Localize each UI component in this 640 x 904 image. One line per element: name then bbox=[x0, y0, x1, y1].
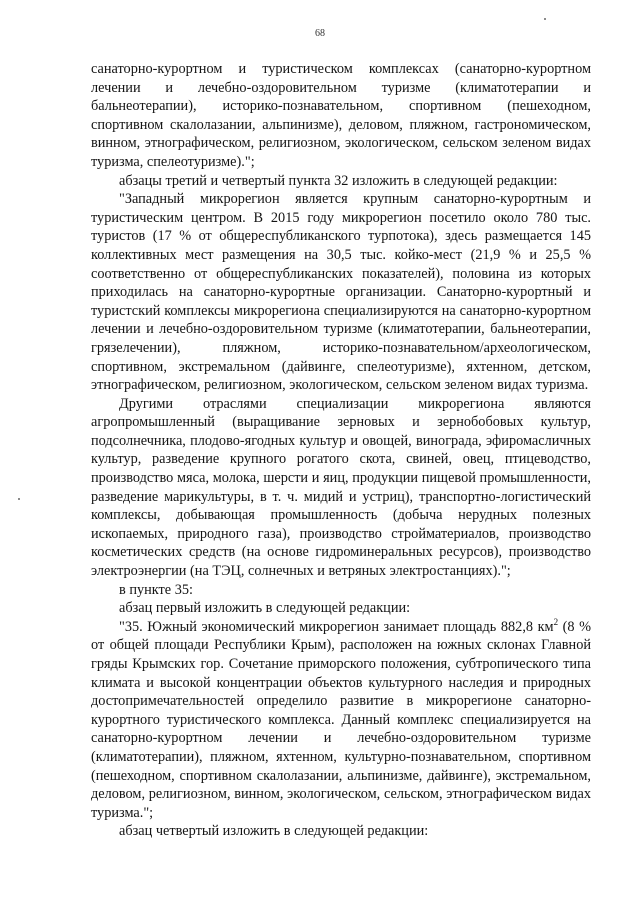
scan-speck bbox=[18, 498, 20, 500]
paragraph-point-35: в пункте 35: bbox=[119, 581, 193, 598]
page-number: 68 bbox=[315, 28, 325, 39]
southern-text-after: (8 % от общей площади Республики Крым), расположен на южных склонах Главной гряды Крымских гор. Сочетание приморского положения, субтропического типа климата и высокой концентрации объектов культурного наследия и природных достопримечательностей определило развитие в микрорегионе санаторно-курортного туристического комплекса. Данный комплекс специализируется на санаторно-курортном лечении и лечебно-оздоровительном туризме (климатотерапии), пляжном, яхтенном, культурно-познавательном, спортивном (пешеходном, спортивном скалолазании, альпинизме, дайвинге), экстремальном, деловом, религиозном, винном, экологическом, сельском, этнографическом видах туризма."; bbox=[91, 618, 592, 821]
paragraph-continuation: санаторно-курортном и туристическом комплексах (санаторно-курортном лечении и лечебно-оздоровительном туризме (климатотерапии и бальнеотерапии), историко-познавательном, спортивном (пешеходном, спортивном скалолазании, альпинизме), деловом, пляжном, гастрономическом, винном, этнографическом, религиозном, экологическом, сельском зеленом видах туризма, спелеотуризме)."; bbox=[91, 61, 591, 170]
paragraph-first-amendment: абзац первый изложить в следующей редакции: bbox=[119, 600, 411, 617]
paragraph-other-sectors: Другими отраслями специализации микрорегиона являются агропромышленный (выращивание зерновых и зернобобовых культур, подсолнечника, плодово-ягодных культур и овощей, винограда, эфиромасличных культур, разведение крупного рогатого скота, свиней, овец, птицеводство, производство мяса, молока, шерсти и яиц, продукции пищевой промышленности, разведение марикультуры, в т. ч. мидий и устриц), транспортно-логистический комплексы, добывающая промышленность (добыча нерудных полезных ископаемых, природного газа), производство стройматериалов, производство косметических средств (на основе гидроминеральных ресурсов), производство электроэнергии (на ТЭЦ, солнечных и ветряных электростанциях)."; bbox=[91, 395, 591, 580]
paragraph-fourth-amendment: абзац четвертый изложить в следующей редакции: bbox=[119, 823, 429, 840]
southern-text-before: "35. Южный экономический микрорегион занимает площадь 882,8 км bbox=[119, 618, 554, 635]
document-body bbox=[91, 60, 591, 841]
paragraph-western-microregion: "Западный микрорегион является крупным санаторно-курортным и туристическим центром. В 2015 году микрорегион посетило около 780 тыс. туристов (17 % от общереспубликанского турпотока), здесь размещается 145 коллективных мест размещения на 30,5 тыс. койко-мест (21,9 % и 25,5 % соответственно от общереспубликанских показателей), половина из которых приходилась на санаторно-курортные организации. Санаторно-курортный и туристский комплексы микрорегиона специализируются на санаторно-курортном лечении и лечебно-оздоровительном туризме (климатотерапии, бальнеотерапии, грязелечении), пляжном, историко-познавательном/археологическом, спортивном, экстремальном (дайвинге, спелеотуризме), яхтенном, детском, этнографическом, религиозном, экологическом, сельском зеленом видах туризма. bbox=[91, 191, 591, 394]
km-squared-superscript: 2 bbox=[553, 617, 559, 628]
paragraph-southern-microregion bbox=[91, 618, 591, 823]
scan-speck bbox=[544, 18, 546, 20]
paragraph-amendment-32: абзацы третий и четвертый пункта 32 изложить в следующей редакции: bbox=[119, 172, 558, 189]
